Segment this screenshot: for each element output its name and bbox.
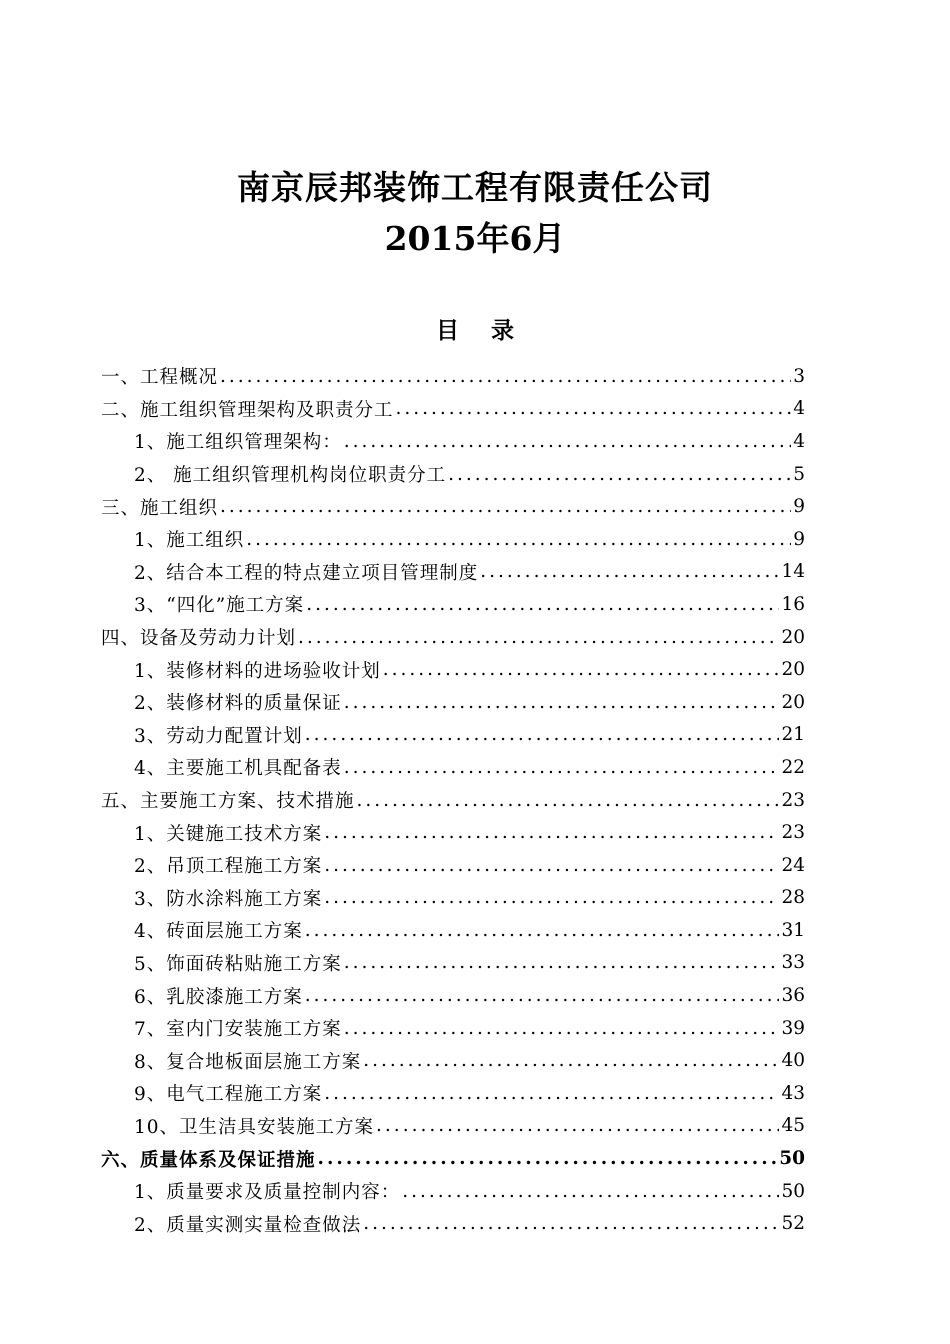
toc-entry-page: 9 bbox=[793, 496, 805, 518]
toc-entry-page: 23 bbox=[781, 822, 805, 844]
toc-entry-label: 2、结合本工程的特点建立项目管理制度 bbox=[134, 562, 479, 584]
toc-entry-page: 50 bbox=[779, 1148, 805, 1170]
toc-entry-page: 45 bbox=[781, 1115, 805, 1137]
toc-entry-label: 1、关键施工技术方案 bbox=[134, 823, 323, 845]
toc-entry[interactable] bbox=[101, 979, 805, 1012]
toc-entry-label: 4、主要施工机具配备表 bbox=[134, 758, 342, 780]
toc-leader bbox=[220, 496, 791, 517]
toc-leader bbox=[363, 1050, 779, 1071]
toc-entry[interactable] bbox=[101, 686, 805, 719]
toc-entry-page: 28 bbox=[781, 887, 805, 909]
toc-title-char-2: 录 bbox=[491, 317, 514, 344]
toc-entry-label: 四、设备及劳动力计划 bbox=[101, 628, 297, 650]
toc-entry[interactable] bbox=[101, 882, 805, 915]
toc-entry[interactable] bbox=[101, 849, 805, 882]
toc-entry-page: 21 bbox=[781, 724, 805, 746]
toc-entry[interactable] bbox=[101, 1207, 805, 1240]
toc-leader bbox=[318, 1148, 778, 1169]
toc-leader bbox=[357, 790, 780, 811]
toc-entry-label: 1、施工组织管理架构： bbox=[134, 432, 342, 454]
toc-entry-label: 2、吊顶工程施工方案 bbox=[134, 856, 323, 878]
toc-entry-page: 50 bbox=[781, 1180, 805, 1202]
toc-entry-page: 31 bbox=[781, 919, 805, 941]
toc-entry[interactable] bbox=[101, 556, 805, 589]
toc-leader bbox=[298, 627, 779, 648]
toc-leader bbox=[324, 887, 779, 908]
toc-leader bbox=[305, 724, 780, 745]
toc-entry-label: 3、防水涂料施工方案 bbox=[134, 888, 323, 910]
toc-entry[interactable] bbox=[101, 914, 805, 947]
toc-entry[interactable] bbox=[101, 425, 805, 458]
toc-leader bbox=[383, 659, 780, 680]
toc-entry-label: 8、复合地板面层施工方案 bbox=[134, 1051, 362, 1073]
toc-leader bbox=[324, 855, 779, 876]
toc-entry-page: 14 bbox=[781, 561, 805, 583]
toc-entry-page: 52 bbox=[781, 1213, 805, 1235]
company-name: 南京辰邦装饰工程有限责任公司 bbox=[237, 168, 713, 207]
toc-entry-page: 24 bbox=[781, 854, 805, 876]
toc-entry[interactable] bbox=[101, 458, 805, 491]
toc-entry[interactable] bbox=[101, 1044, 805, 1077]
toc-entry-label: 三、施工组织 bbox=[101, 497, 219, 519]
toc-leader bbox=[344, 692, 780, 713]
toc-leader bbox=[402, 1181, 779, 1202]
toc-entry[interactable] bbox=[101, 588, 805, 621]
toc-leader bbox=[324, 822, 779, 843]
toc-entry-label: 10、卫生洁具安装施工方案 bbox=[134, 1116, 375, 1138]
toc-entry-label: 4、砖面层施工方案 bbox=[134, 921, 303, 943]
toc-entry-label: 3、劳动力配置计划 bbox=[134, 725, 303, 747]
toc-entry-page: 5 bbox=[793, 463, 805, 485]
toc-entry-label: 一、工程概况 bbox=[101, 367, 219, 389]
toc-entry[interactable] bbox=[101, 360, 805, 393]
toc-leader bbox=[305, 920, 780, 941]
toc-entry-label: 5、饰面砖粘贴施工方案 bbox=[134, 953, 342, 975]
toc-entry-label: 3、“四化”施工方案 bbox=[134, 595, 305, 617]
toc-entry[interactable] bbox=[101, 947, 805, 980]
toc-leader bbox=[396, 398, 792, 419]
toc-leader bbox=[344, 1018, 780, 1039]
toc-entry-page: 43 bbox=[781, 1082, 805, 1104]
toc-entry-page: 39 bbox=[781, 1017, 805, 1039]
toc-entry-page: 22 bbox=[781, 756, 805, 778]
toc-entry-label: 六、质量体系及保证措施 bbox=[101, 1149, 316, 1171]
toc-entry-label: 2、装修材料的质量保证 bbox=[134, 693, 342, 715]
toc-entry-page: 16 bbox=[781, 593, 805, 615]
toc-leader bbox=[220, 366, 791, 387]
toc-entry-label: 1、装修材料的进场验收计划 bbox=[134, 660, 381, 682]
toc-entry-label: 二、施工组织管理架构及职责分工 bbox=[101, 399, 394, 421]
toc-entry-page: 23 bbox=[781, 789, 805, 811]
toc-entry[interactable] bbox=[101, 653, 805, 686]
toc-entry[interactable] bbox=[101, 621, 805, 654]
toc-entry[interactable] bbox=[101, 816, 805, 849]
toc-entry-label: 9、电气工程施工方案 bbox=[134, 1084, 323, 1106]
toc-entry[interactable] bbox=[101, 1142, 805, 1175]
toc-entry[interactable] bbox=[101, 751, 805, 784]
toc-entry[interactable] bbox=[101, 1077, 805, 1110]
toc-entry-label: 五、主要施工方案、技术措施 bbox=[101, 791, 355, 813]
toc-leader bbox=[246, 529, 791, 550]
toc-leader bbox=[448, 464, 791, 485]
toc-title bbox=[0, 314, 950, 348]
toc-entry-page: 36 bbox=[781, 985, 805, 1007]
toc-entry-label: 7、室内门安装施工方案 bbox=[134, 1019, 342, 1041]
toc-leader bbox=[306, 594, 779, 615]
toc-entry-page: 20 bbox=[781, 691, 805, 713]
document-date: 2015年6月 bbox=[384, 219, 566, 258]
toc-entry-page: 33 bbox=[781, 952, 805, 974]
toc-leader bbox=[344, 431, 791, 452]
toc-leader bbox=[344, 952, 780, 973]
toc-leader bbox=[480, 561, 779, 582]
toc-leader bbox=[305, 985, 780, 1006]
toc-entry-label: 2、质量实测实量检查做法 bbox=[134, 1214, 362, 1236]
toc-leader bbox=[344, 757, 780, 778]
toc-entry-page: 20 bbox=[781, 626, 805, 648]
toc-entry[interactable] bbox=[101, 1110, 805, 1143]
toc-entry-page: 9 bbox=[793, 528, 805, 550]
toc-leader bbox=[363, 1213, 779, 1234]
toc-title-char-1: 目 bbox=[436, 317, 459, 344]
toc-entry[interactable] bbox=[101, 490, 805, 523]
toc-entry[interactable] bbox=[101, 523, 805, 556]
toc-entry-label: 1、施工组织 bbox=[134, 530, 245, 552]
toc-entry[interactable] bbox=[101, 1175, 805, 1208]
toc-entry-page: 3 bbox=[793, 365, 805, 387]
toc-entry[interactable] bbox=[101, 719, 805, 752]
table-of-contents bbox=[101, 360, 805, 1240]
toc-entry-label: 6、乳胶漆施工方案 bbox=[134, 986, 303, 1008]
toc-entry-page: 4 bbox=[793, 398, 805, 420]
toc-entry[interactable] bbox=[101, 1012, 805, 1045]
toc-entry-label: 2、 施工组织管理机构岗位职责分工 bbox=[134, 465, 447, 487]
toc-entry-page: 40 bbox=[781, 1050, 805, 1072]
toc-entry[interactable] bbox=[101, 393, 805, 426]
toc-entry-label: 1、质量要求及质量控制内容： bbox=[134, 1182, 401, 1204]
toc-entry-page: 20 bbox=[781, 659, 805, 681]
toc-leader bbox=[324, 1083, 779, 1104]
toc-entry-page: 4 bbox=[793, 430, 805, 452]
toc-entry[interactable] bbox=[101, 784, 805, 817]
toc-leader bbox=[376, 1115, 779, 1136]
